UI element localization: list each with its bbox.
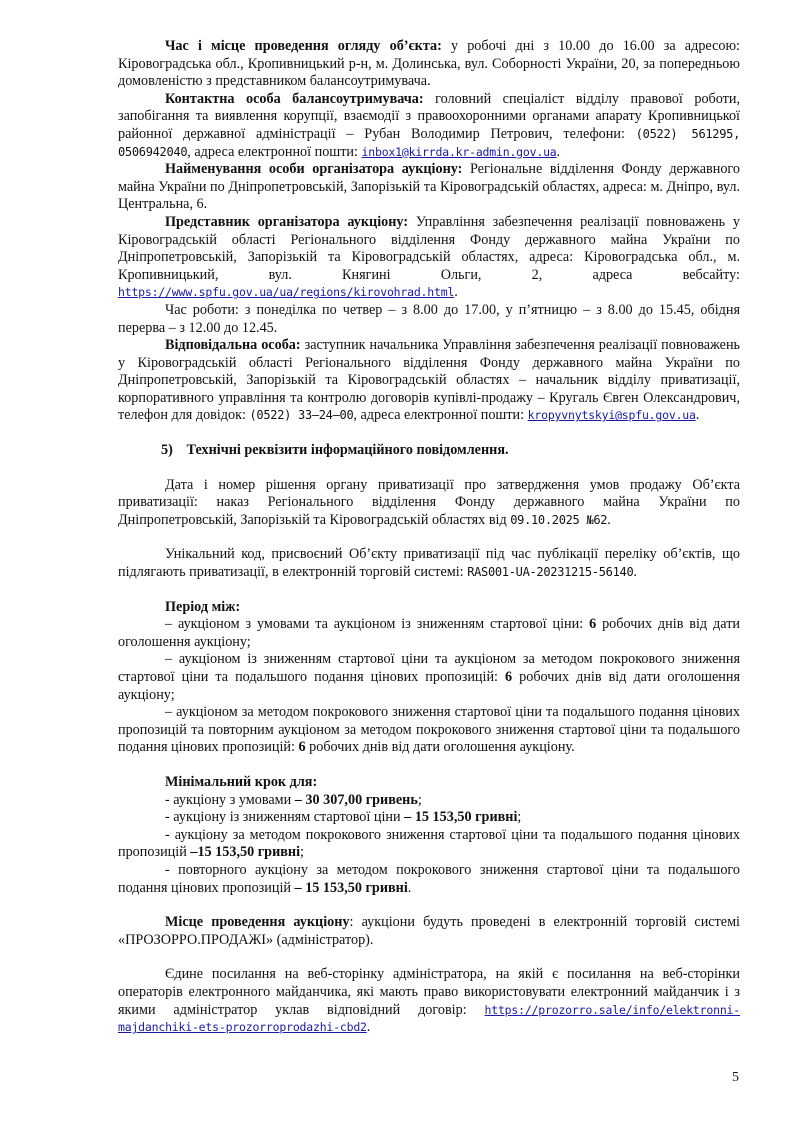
responsible-email-link[interactable]: kropyvnytskyi@spfu.gov.ua — [527, 408, 696, 423]
contact-label: Контактна особа балансоутримувача: — [165, 90, 424, 107]
period-item: – аукціоном із зниженням стартової ціни та аукціоном за методом покрокового зниження стартової ціни та подальшого подання цінових пропозицій: 6 робочих днів від дати оголошення аукціону; — [118, 651, 740, 703]
venue-paragraph: Місце проведення аукціону: аукціони будуть проведені в електронній торговій системі «ПРОЗОРРО.ПРОДАЖІ» (адміністратор). — [118, 914, 740, 948]
contact-phones: (0522) 561295, 0506942040 — [118, 126, 740, 159]
venue-label: Місце проведення аукціону — [165, 914, 350, 931]
period-item: – аукціоном з умовами та аукціоном із зниженням стартової ціни: 6 робочих днів від дати оголошення аукціону; — [118, 616, 740, 650]
period-label: Період між: — [165, 598, 241, 615]
decision-paragraph: Дата і номер рішення органу приватизації про затвердження умов продажу Об’єкта приватизації: наказ Регіонального відділення Фонду державного майна України по Дніпропетровській, Запорізькій та Кіровоградській областях від 09.10.2025 №62. — [118, 476, 740, 528]
page-number: 5 — [732, 1070, 739, 1085]
inspection-label: Час і місце проведення огляду об’єкта: — [165, 38, 442, 54]
responsible-phone: (0522) 33–24–00 — [249, 408, 354, 423]
decision-reference: 09.10.2025 №62 — [510, 512, 608, 527]
representative-paragraph: Представник організатора аукціону: Управління забезпечення реалізації повноважень у Кіровоградській області Регіонального відділення Фонду державного майна України по Дніпропетровській, Запорізькій та Кіровоградській областях, адреса: Кіровоградська обл., м. Кропивницький, вул. Княгині Ольги, 2, адреса вебсайту: https://www.spfu.gov.ua/ua/regions/kirovohrad.html. — [118, 213, 741, 301]
representative-label: Представник організатора аукціону: — [165, 213, 409, 230]
admin-link-paragraph: Єдине посилання на веб-сторінку адміністратора, на якій є посилання на веб-сторінки операторів електронного майданчика, які мають право використовувати електронний майданчик і з якими адміністратор уклав відповідний договір: https://prozorro.sale/info/elektronni-majdanchiki-ets-prozorroprodazhi-cbd2. — [118, 966, 740, 1036]
unique-code-paragraph: Унікальний код, присвоєний Об’єкту приватизації під час публікації переліку об’єктів, що підлягають приватизації, в електронній торговій системі: RAS001-UA-20231215-56140. — [118, 546, 740, 581]
contact-paragraph: Контактна особа балансоутримувача: головний спеціаліст відділу правової роботи, запобігання та виявлення корупції, взаємодії з правоохоронними органами апарату Кропивницької районної державної адміністрації – Рубан Володимир Петрович, телефони: (0522) 561295, 0506942040, адреса електронної пошти: inbox1@kirrda.kr-admin.gov.ua. — [118, 90, 740, 160]
unique-code-value: RAS001-UA-20231215-56140 — [467, 565, 634, 580]
min-step-item: - аукціону із зниженням стартової ціни – 15 153,50 гривні; — [165, 809, 522, 826]
inspection-paragraph: Час і місце проведення огляду об’єкта: у робочі дні з 10.00 до 16.00 за адресою: Кіровоградська обл., Кропивницький р-н, м. Долинська, вул. Соборності України, 20, за попередньою домовленістю з представником балансоутримувача. — [118, 38, 740, 90]
section-heading-technical: 5) Технічні реквізити інформаційного повідомлення. — [161, 442, 509, 459]
organizer-paragraph: Найменування особи організатора аукціону: Регіональне відділення Фонду державного майна України по Дніпропетровській, Запорізькій та Кіровоградській областях, адреса: м. Дніпро, вул. Центральна, 6. — [118, 161, 740, 213]
document-page — [118, 38, 740, 1037]
period-item: – аукціоном за методом покрокового зниження стартової ціни та подальшого подання цінових пропозицій та повторним аукціоном за методом покрокового зниження стартової ціни та подальшого подання цінових пропозицій: 6 робочих днів від дати оголошення аукціону. — [118, 704, 740, 756]
min-step-item: - аукціону за методом покрокового зниження стартової ціни та подальшого подання цінових пропозицій –15 153,50 гривні; — [118, 826, 740, 861]
working-hours-paragraph: Час роботи: з понеділка по четвер – з 8.00 до 17.00, у п’ятницю – з 8.00 до 15.45, обідня перерва – з 12.00 до 12.45. — [118, 301, 740, 336]
organizer-label: Найменування особи організатора аукціону: — [165, 161, 463, 178]
min-step-item: - повторного аукціону за методом покрокового зниження стартової ціни та подальшого подання цінових пропозицій – 15 153,50 гривні. — [118, 861, 740, 896]
contact-email-link[interactable]: inbox1@kirrda.kr-admin.gov.ua — [361, 144, 557, 159]
responsible-label: Відповідальна особа: — [165, 337, 301, 354]
representative-website-link[interactable]: https://www.spfu.gov.ua/ua/regions/kirovohrad.html — [118, 285, 455, 300]
min-step-label: Мінімальний крок для: — [165, 773, 318, 790]
responsible-paragraph: Відповідальна особа: заступник начальника Управління забезпечення реалізації повноважень у Кіровоградській області Регіонального відділення Фонду державного майна України по Дніпропетровській, Запорізькій та Кіровоградській областях – начальник відділу приватизації, корпоративного управління та контролю договорів купівлі-продажу – Кругаль Євген Олександрович, телефон для довідок: (0522) 33–24–00, адреса електронної пошти: kropyvnytskyi@spfu.gov.ua. — [118, 337, 741, 424]
admin-operators-link[interactable]: https://prozorro.sale/info/elektronni-majdanchiki-ets-prozorroprodazhi-cbd2 — [118, 1002, 740, 1035]
min-step-item: - аукціону з умовами – 30 307,00 гривень; — [165, 791, 422, 808]
